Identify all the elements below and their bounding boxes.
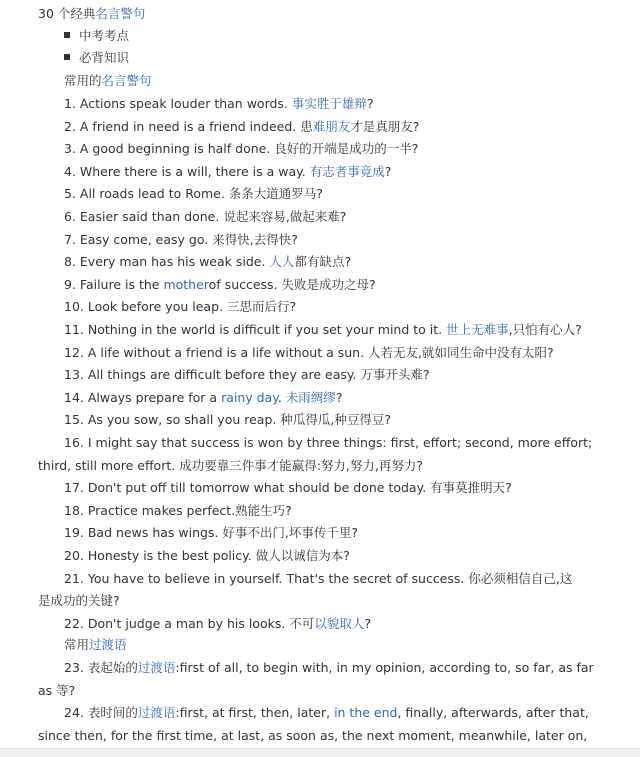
inline-link[interactable]: 人人: [269, 254, 295, 270]
item-text: ?: [364, 615, 371, 631]
item-text: :first of all, to begin with, in my opinion, according to, so far, as far: [175, 660, 594, 675]
item-text: 1. Actions speak louder than words.: [64, 96, 292, 111]
list-item: [64, 96, 374, 112]
list-item-continuation: third, still more effort. 成功要靠三件事才能赢得:努力,努力,再努力?: [38, 457, 423, 473]
item-text: 9. Failure is the: [64, 276, 164, 292]
item-text: 4. Where there is a will, there is a way.: [64, 163, 310, 179]
list-item: [64, 571, 572, 587]
list-item: [64, 164, 391, 180]
list-item: [64, 119, 419, 135]
list-item-continuation: 是成功的关键?: [38, 593, 120, 609]
item-text: 22. Don't judge a man by his looks. 不可: [64, 615, 315, 631]
item-text: 21. You have to believe in yourself. That's the secret of success. 你必须相信自己,这: [64, 570, 573, 586]
inline-link[interactable]: 未雨绸缪: [285, 389, 336, 405]
list-item: [64, 254, 351, 270]
inline-link[interactable]: 事实胜于雄辩: [291, 96, 367, 111]
item-text: , finally, afterwards, after that,: [397, 705, 589, 721]
doc-title: 30 个经典名言警句: [38, 6, 146, 21]
bullet-item: 必背知识: [64, 50, 129, 66]
item-text: ,只怕有心人?: [508, 322, 582, 337]
list-item: [64, 660, 594, 676]
list-item: [64, 616, 371, 632]
inline-link[interactable]: 世上无难事: [446, 322, 509, 337]
item-text: 10. Look before you leap. 三思而后行?: [64, 299, 297, 315]
item-text: 都有缺点?: [294, 254, 352, 270]
inline-link[interactable]: 过渡语: [137, 705, 176, 721]
item-text: 3. A good beginning is half done. 良好的开端是成功的一半?: [64, 141, 419, 157]
item-text: .: [277, 389, 286, 405]
list-item: [64, 277, 376, 293]
section-link[interactable]: 名言警句: [101, 73, 152, 88]
list-item: [64, 480, 512, 496]
list-item: [64, 412, 391, 428]
item-text: 7. Easy come, easy go. 来得快,去得快?: [64, 231, 298, 247]
list-item: [64, 390, 342, 406]
list-item-continuation: since then, for the first time, at last, as soon as, the next moment, meanwhile, later on,: [38, 727, 588, 743]
item-text: 12. A life without a friend is a life without a sun. 人若无友,就如同生命中没有太阳?: [64, 344, 554, 360]
inline-link[interactable]: rainy day: [221, 389, 278, 405]
item-text: ?: [366, 96, 374, 111]
list-item: [64, 525, 358, 541]
list-item-continuation: as 等?: [38, 682, 76, 698]
section-heading: 常用的名言警句: [64, 73, 152, 88]
list-item: [64, 345, 554, 361]
list-item: [64, 141, 418, 157]
bullet-item: 中考考点: [64, 28, 129, 44]
item-text: 18. Practice makes perfect.熟能生巧?: [64, 502, 292, 518]
square-bullet-icon: [64, 32, 70, 38]
list-item: [64, 435, 592, 451]
list-item: [64, 322, 582, 338]
list-item: [64, 503, 292, 519]
item-text: 8. Every man has his weak side.: [64, 254, 270, 270]
item-text: of success. 失败是成功之母?: [208, 276, 376, 292]
title-link[interactable]: 名言警句: [95, 6, 146, 21]
list-item: [64, 186, 323, 202]
list-item: [64, 232, 298, 248]
item-text: 11. Nothing in the world is difficult if you set your mind to it.: [64, 322, 447, 337]
item-text: 15. As you sow, so shall you reap. 种瓜得瓜,种豆得豆?: [64, 412, 391, 428]
section-heading: 常用过渡语: [64, 637, 127, 652]
inline-link[interactable]: 难朋友: [312, 118, 351, 134]
item-text: :first, at first, then, later,: [175, 705, 335, 721]
item-text: 19. Bad news has wings. 好事不出门,坏事传千里?: [64, 525, 359, 541]
inline-link[interactable]: mother: [163, 276, 209, 292]
square-bullet-icon: [64, 54, 70, 60]
item-text: ?: [335, 389, 343, 405]
list-item: [64, 209, 346, 225]
inline-link[interactable]: 过渡语: [137, 660, 176, 675]
list-item: [64, 299, 296, 315]
item-text: 23. 表起始的: [64, 660, 138, 675]
item-text: 16. I might say that success is won by three things: first, effort; second, more effort;: [64, 435, 593, 450]
inline-link[interactable]: 有志者事竟成: [309, 163, 385, 179]
item-text: 5. All roads lead to Rome. 条条大道通罗马?: [64, 186, 323, 202]
item-text: 24. 表时间的: [64, 705, 138, 721]
item-text: 才是真朋友?: [350, 118, 420, 134]
item-text: 2. A friend in need is a friend indeed. 患: [64, 118, 313, 134]
inline-link[interactable]: 以貌取人: [314, 615, 365, 631]
list-item: [64, 705, 589, 721]
item-text: 17. Don't put off till tomorrow what should be done today. 有事莫推明天?: [64, 480, 512, 496]
item-text: 13. All things are difficult before they are easy. 万事开头难?: [64, 367, 430, 383]
item-text: ?: [384, 163, 392, 179]
item-text: 20. Honesty is the best policy. 做人以诚信为本?: [64, 548, 350, 563]
list-item: [64, 548, 350, 564]
item-text: 14. Always prepare for a: [64, 389, 222, 405]
inline-link[interactable]: in the end: [334, 705, 398, 721]
list-item: [64, 367, 430, 383]
section-link[interactable]: 过渡语: [89, 637, 127, 652]
item-text: 6. Easier said than done. 说起来容易,做起来难?: [64, 209, 347, 224]
